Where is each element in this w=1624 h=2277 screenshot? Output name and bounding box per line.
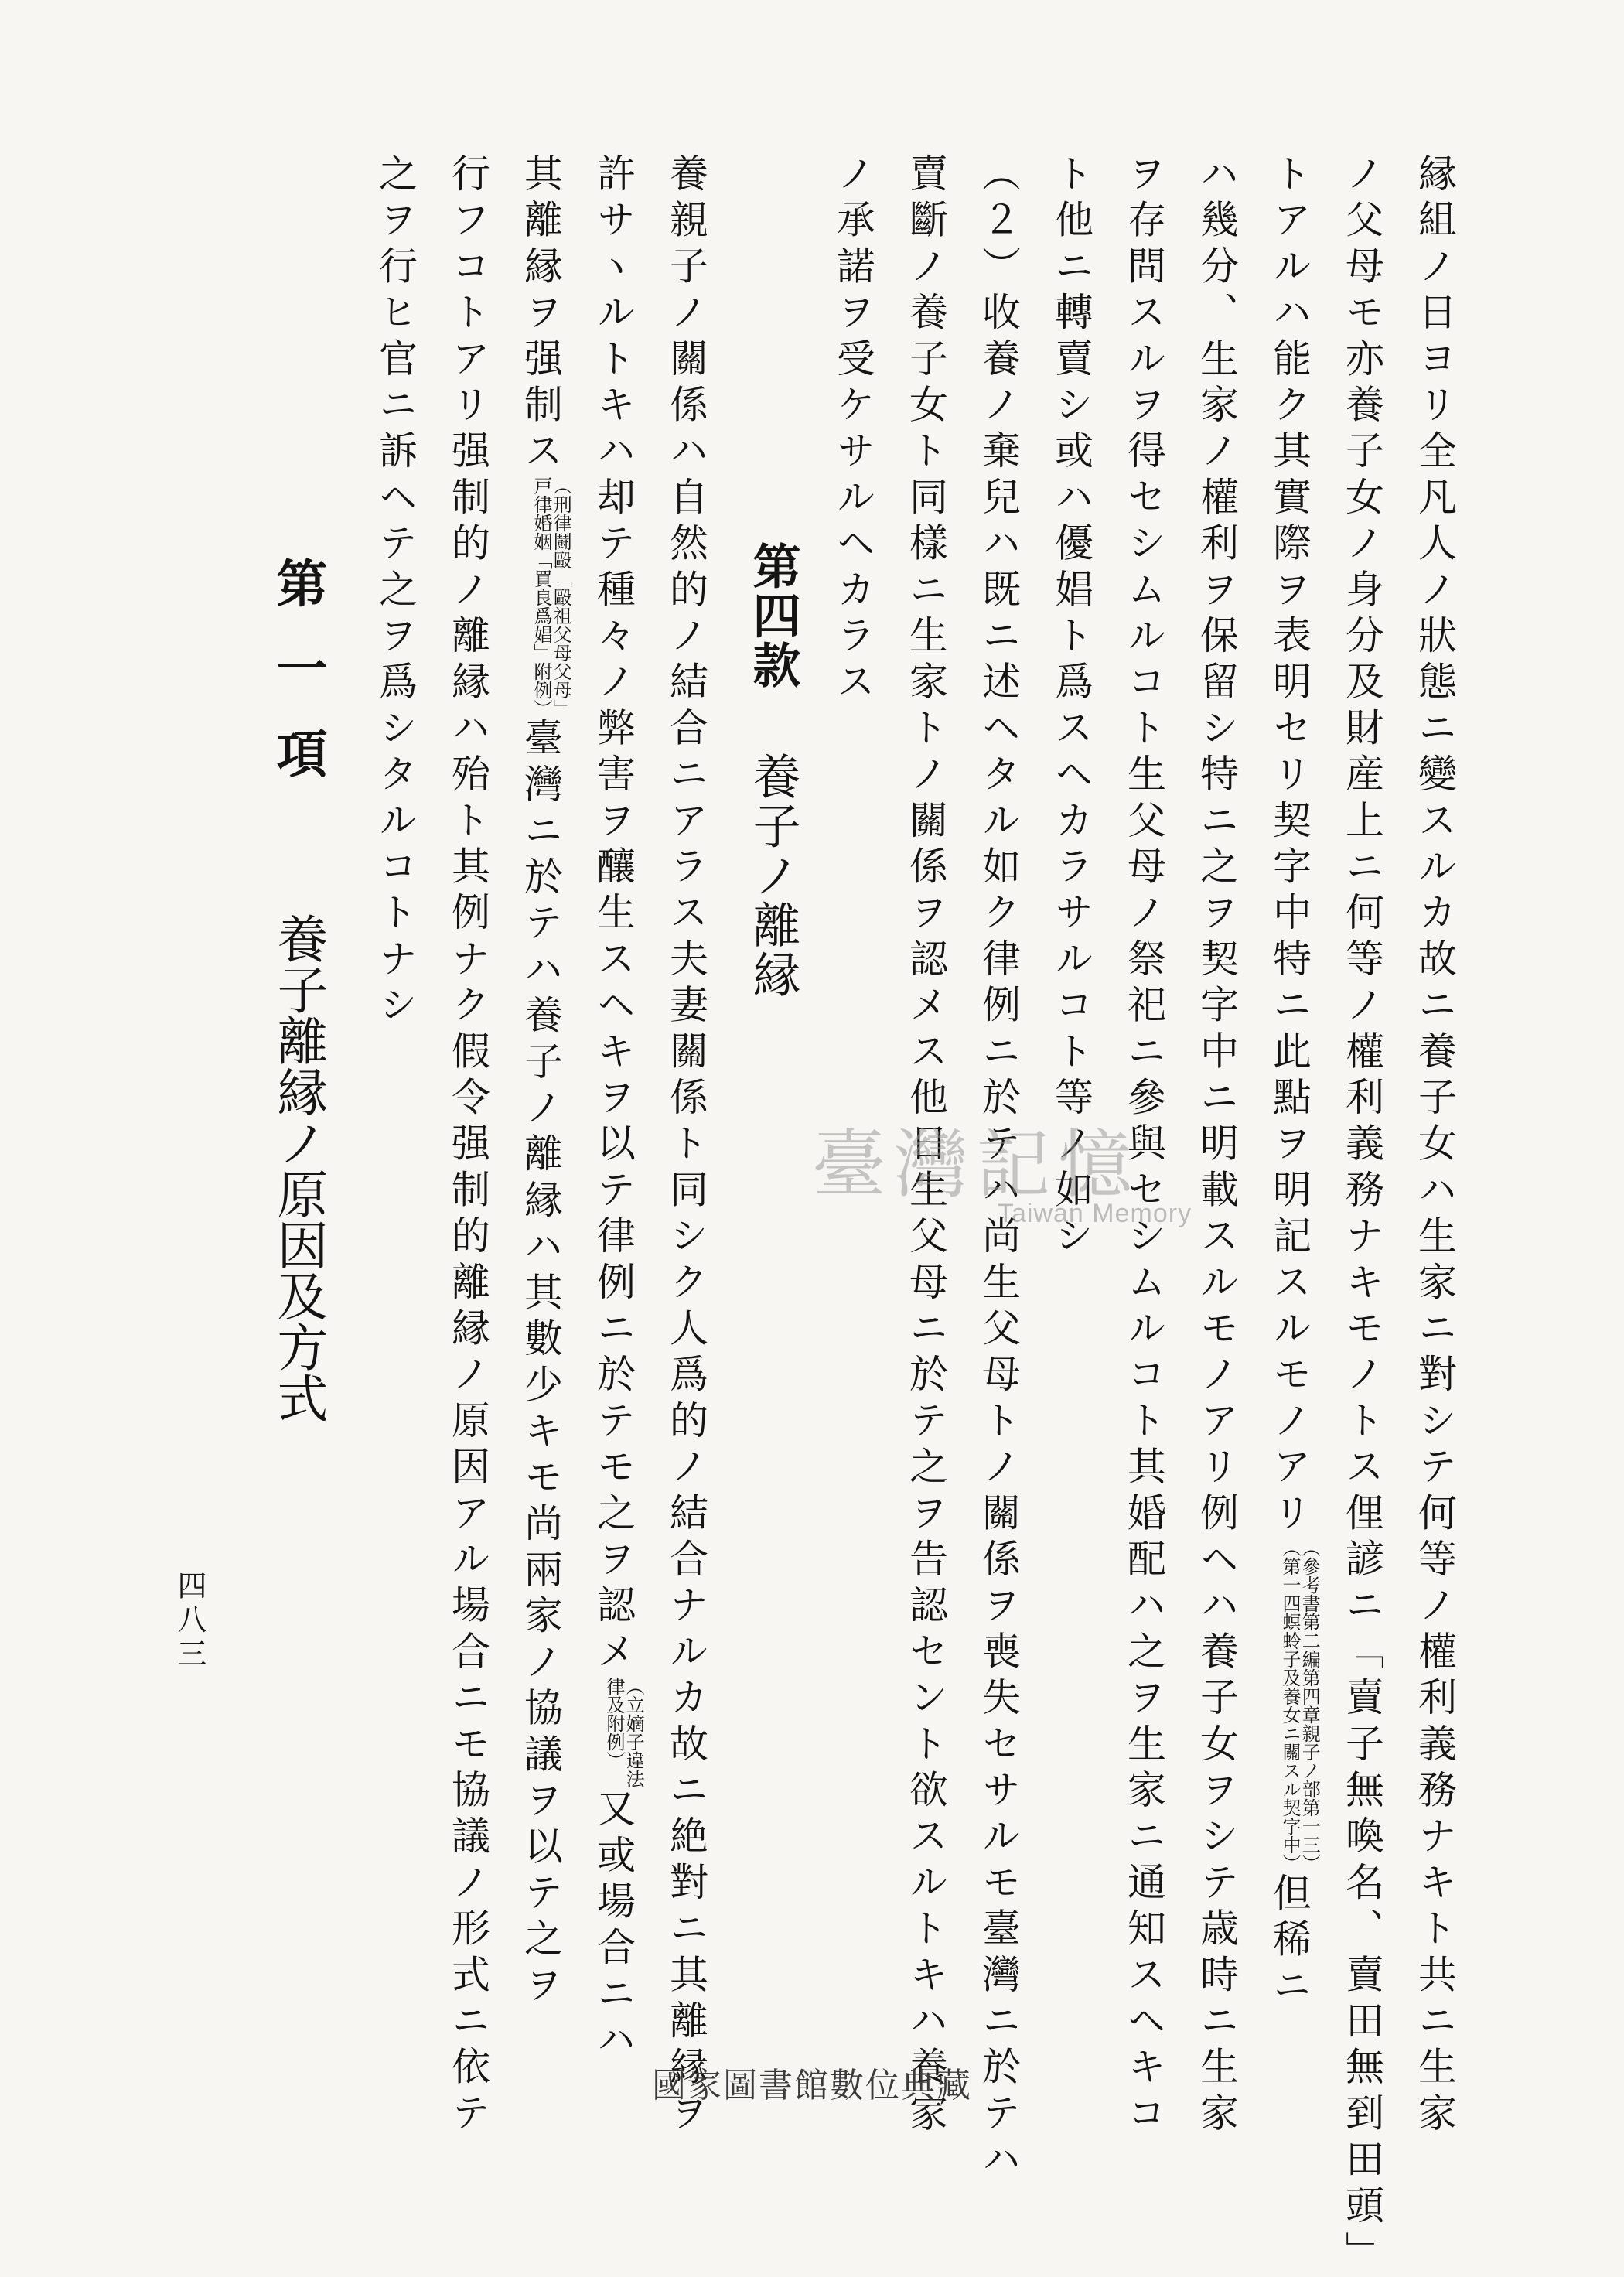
inline-note-line-b: 戸律婚姻「買良爲娼」附例）	[531, 476, 552, 718]
text-column-13: 行フコトアリ强制的ノ離縁ハ殆ト其例ナク假令强制的離縁ノ原因アル場合ニモ協議ノ形式ニ依テ	[445, 153, 490, 2139]
page-number: 四八三	[172, 1570, 206, 1672]
inline-note-law	[604, 1677, 643, 1788]
text-column-3-tail: 但稀ニ	[1267, 1872, 1312, 2012]
inline-note-line-a: （參考書第二編第四章親子ノ部第一三）	[1298, 1538, 1321, 1872]
inline-note-line-b: （第一四螟蛉子及養女ニ關スル契字中）	[1279, 1538, 1301, 1872]
text-column-11	[591, 153, 645, 2066]
text-column-8: 賣斷ノ養子女ト同樣ニ生家トノ關係ヲ認メス他日生父母ニ於テ之ヲ告認セント欲スルトキハ養家	[903, 153, 948, 2139]
text-column-3-main: トアルハ能ク其實際ヲ表明セリ契字中特ニ此點ヲ明記スルモノアリ	[1267, 153, 1312, 1538]
inline-note-line-a: （刑律鬪毆「毆祖父母父母」	[550, 476, 572, 718]
item-title: 養子離縁ノ原因及方式	[268, 913, 328, 1423]
text-column-14: 之ヲ行ヒ官ニ訴ヘテ之ヲ爲シタルコトナシ	[373, 153, 418, 1031]
item-number: 第一項	[268, 557, 328, 812]
text-column-1: 縁組ノ日ヨリ全凡人ノ狀態ニ變スルカ故ニ養子女ハ生家ニ對シテ何等ノ權利義務ナキト共ニ生家	[1412, 153, 1457, 2139]
text-column-7: （２）收養ノ棄兒ハ既ニ述ヘタル如ク律例ニ於テハ尚生父母トノ關係ヲ喪失セサルモ臺灣ニ於テハ	[976, 153, 1021, 2185]
text-column-5: ヲ存問スルヲ得セシムルコト生父母ノ祭祀ニ參與セシムルコト其婚配ハ之ヲ生家ニ通知スヘキコ	[1121, 153, 1166, 2139]
inline-note-penal	[531, 476, 570, 718]
text-column-12-main: 其離縁ヲ强制ス	[518, 153, 563, 476]
text-column-4: ハ幾分、生家ノ權利ヲ保留シ特ニ之ヲ契字中ニ明載スルモノアリ例ヘハ養子女ヲシテ歳時ニ生家	[1194, 153, 1239, 2139]
watermark-english: Taiwan Memory	[998, 1199, 1192, 1228]
text-column-6: ト他ニ轉賣シ或ハ優娼ト爲スヘカラサルコト等ノ如シ	[1049, 153, 1093, 1261]
item-heading	[268, 557, 328, 1423]
section-heading	[745, 541, 801, 999]
inline-note-line-a: （立嫡子違法	[623, 1677, 645, 1789]
text-column-12-tail: 臺灣ニ於テハ養子ノ離縁ハ其數少キモ尚兩家ノ協議ヲ以テ之ヲ	[518, 717, 563, 2011]
text-column-3	[1267, 153, 1321, 2012]
watermark-logo	[812, 1106, 1276, 1261]
inline-note-line-b: 律及附例）	[603, 1677, 625, 1770]
text-column-12	[518, 153, 572, 2011]
text-column-9: ノ承諾ヲ受ケサルヘカラス	[831, 153, 875, 708]
section-number: 第四款	[745, 541, 801, 690]
archive-footer: 國家圖書館數位典藏	[652, 2066, 972, 2105]
text-column-11-tail: 又或場合ニハ	[591, 1788, 636, 2066]
text-column-11-main: 許サヽルトキハ却テ種々ノ弊害ヲ釀生スヘキヲ以テ律例ニ於テモ之ヲ認メ	[591, 153, 636, 1678]
inline-note-reference	[1280, 1538, 1319, 1872]
section-title: 養子ノ離縁	[745, 752, 801, 999]
text-column-2: ノ父母モ亦養子女ノ身分及財産上ニ何等ノ權利義務ナキモノトス俚諺ニ「賣子無喚名、賣田無到田頭」	[1339, 153, 1384, 2277]
watermark-chinese: 臺灣記憶	[812, 1121, 1140, 1208]
text-column-10: 養親子ノ關係ハ自然的ノ結合ニアラス夫妻關係ト同シク人爲的ノ結合ナルカ故ニ絶對ニ其離縁ヲ	[664, 153, 708, 2139]
